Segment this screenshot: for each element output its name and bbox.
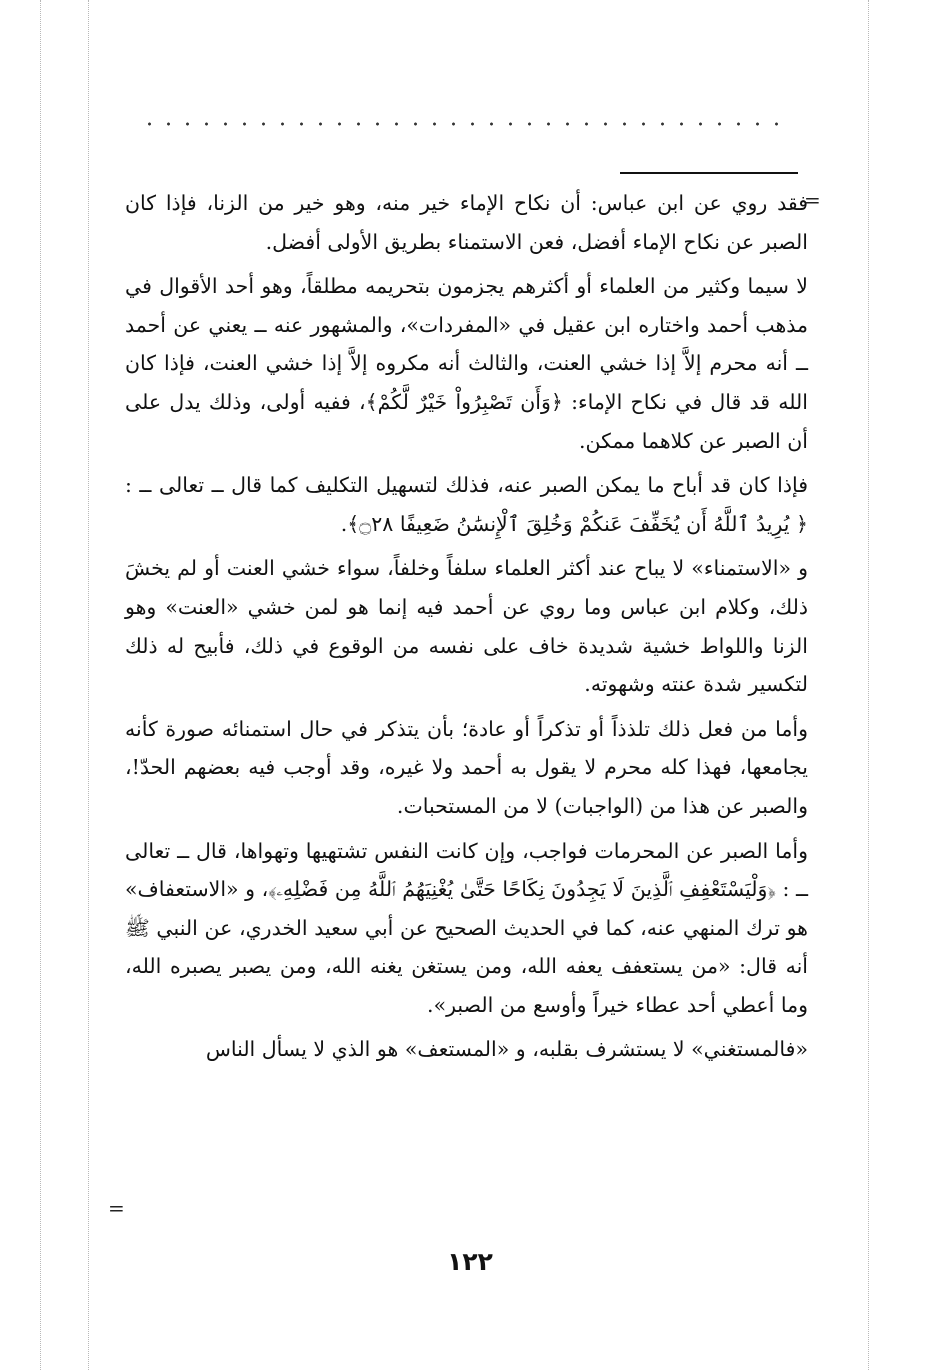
continuation-mark-top: = — [804, 188, 821, 212]
paragraph-3: فإذا كان قد أباح ما يمكن الصبر عنه، فذلك لتسهيل التكليف كما قال ــ تعالى ــ : ﴿ يُرِيدُ ٱللَّهُ أَن يُخَفِّفَ عَنكُمْ وَخُلِقَ ٱلْإِنسَٰنُ ضَعِيفًا ۝٢٨﴾. — [125, 473, 808, 536]
paragraph-6: وأما الصبر عن المحرمات فواجب، وإن كانت النفس تشتهيها وتهواها، قال ــ تعالى ــ : ﴿وَلْيَسْتَعْفِفِ ٱلَّذِينَ لَا يَجِدُونَ نِكَاحًا حَتَّىٰ يُغْنِيَهُمُ ٱللَّهُ مِن فَضْلِهِۦ﴾، و «الاستعفاف» هو ترك المنهي عنه، كما في الحديث الصحيح عن أبي سعيد الخدري، عن النبي ﷺ أنه قال: «من يستعفف يعفه الله، ومن يستغن يغنه الله، ومن يصبر يصبره الله، وما أعطي أحد عطاء خيراً وأوسع من الصبر». — [125, 838, 808, 1017]
page-edge-right — [868, 0, 869, 1370]
header-dotted-rule — [140, 120, 792, 128]
continuation-mark-bottom: = — [108, 1196, 125, 1220]
paragraph-7: «فالمستغني» لا يستشرف بقلبه، و «المستعف» هو الذي لا يسأل الناس — [205, 1037, 808, 1062]
page-edge-left-inner — [88, 0, 89, 1370]
paragraph-5: وأما من فعل ذلك تلذذاً أو تذكراً أو عادة؛ بأن يتذكر في حال استمنائه صورة كأنه يجامعها، فهذا كله محرم لا يقول به أحمد ولا غيره، وقد أوجب فيه بعضهم الحدّ!، والصبر عن هذا من (الواجبات) لا من المستحبات. — [125, 716, 808, 818]
footnote-text-block — [125, 184, 808, 1069]
paragraph-1: فقد روي عن ابن عباس: أن نكاح الإماء خير منه، وهو خير من الزنا، فإذا كان الصبر عن نكاح الإماء أفضل، فعن الاستمناء بطريق الأولى أفضل. — [125, 191, 808, 254]
page-edge-left — [40, 0, 41, 1370]
paragraph-2: لا سيما وكثير من العلماء أو أكثرهم يجزمون بتحريمه مطلقاً، وهو أحد الأقوال في مذهب أحمد واختاره ابن عقيل في «المفردات»، والمشهور عنه ــ يعني عن أحمد ــ أنه محرم إلاَّ إذا خشي العنت، والثالث أنه مكروه إلاَّ إذا خشي العنت، فإذا كان الله قد قال في نكاح الإماء: ﴿وَأَن تَصْبِرُواْ خَيْرٌ لَّكُمْ﴾، ففيه أولى، وذلك يدل على أن الصبر عن كلاهما ممكن. — [125, 274, 808, 453]
paragraph-4: و «الاستمناء» لا يباح عند أكثر العلماء سلفاً وخلفاً، سواء خشي العنت أو لم يخشَ ذلك، وكلام ابن عباس وما روي عن أحمد فيه إنما هو لمن خشي «العنت» وهو الزنا واللواط خشية شديدة خاف على نفسه من الوقوع في ذلك، فأبيح له ذلك لتكسير شدة عنته وشهوته. — [125, 556, 808, 697]
footnote-separator-line — [620, 172, 798, 174]
page-number: ١٢٢ — [447, 1247, 493, 1276]
